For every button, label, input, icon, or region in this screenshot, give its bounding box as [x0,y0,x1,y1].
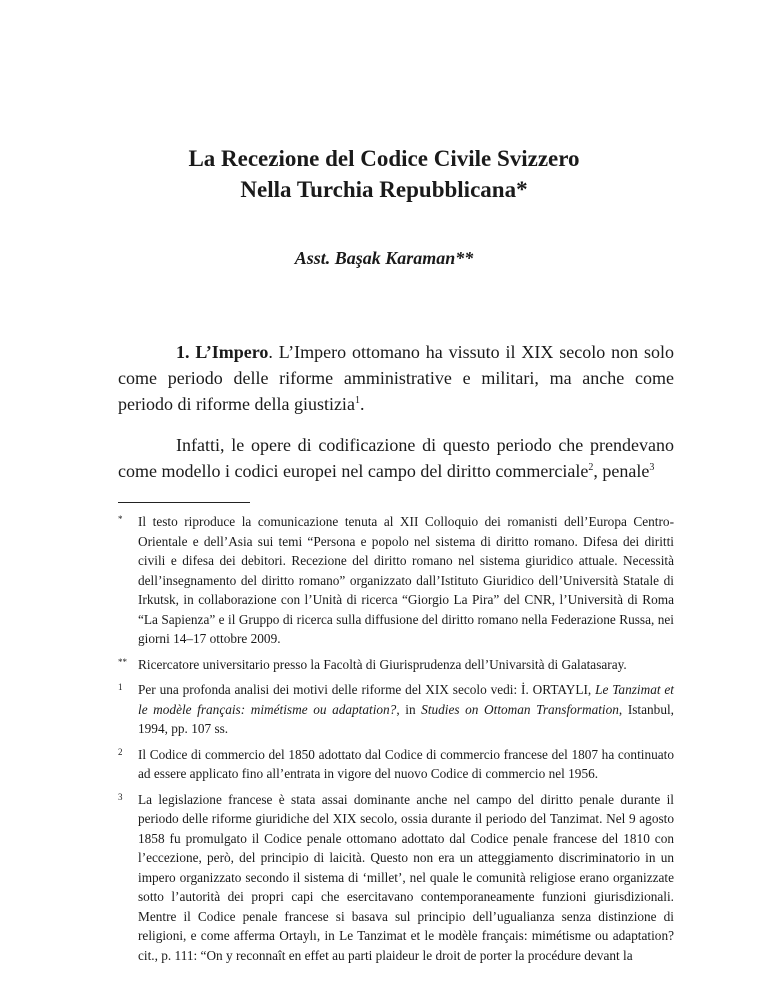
footnote-text: Ricercatore universitario presso la Facoltà di Giurisprudenza dell’Univarsità di Galatasaray. [138,656,627,672]
citation-title: Le Tanzimat et le modèle français: mimétisme ou adaptation? [138,682,674,717]
footnote-mark: 3 [118,791,123,802]
footnote-text: Il testo riproduce la comunicazione tenuta al XII Colloquio dei romanisti dell’Europa Centro-Orientale e dell’Asia sui temi “Persona e popolo nel sistema di diritto romano. Difesa dei diritti civili e difesa dei debitori. Recezione del diritto romano nel sistema giuridico attuale. Necessità dell’insegnamento del diritto romano” organizzato dall’Istituto Giuridico dell’Università Statale di Irkutsk, in collaborazione con l’Unità di ricerca “Giorgio La Pira” del CNR, l’Università di Roma “La Sapienza” e il Gruppo di ricerca sulla diffusione del diritto romano nella Federazione Russa, nei giorni 14–17 ottobre 2009. [138,514,674,646]
footnote-star [118,512,674,649]
footnote-mark: ** [118,656,127,667]
paragraph-2: Infatti, le opere di codificazione di questo periodo che prendevano come modello i codici europei nel campo del diritto commerciale$^2$, penale$^3$ [118,435,674,481]
footnote-1: 1 Per una profonda analisi dei motivi delle riforme del XIX secolo vedi: İ. ORTAYLI, Le Tanzimat et le modèle français: mimétisme ou adaptation?, in Studies on Ottoman Transformation, Istanbul, 1994, pp. 107 ss. [118,682,674,736]
paragraph-2-text: Infatti, le opere di codificazione di questo periodo che prendevano come modello i codici europei nel campo del diritto commerciale [118,435,674,481]
section-heading: 1. L’Impero [176,342,269,362]
author-name: Asst. Başak Karaman** [294,248,474,268]
footnote-ref-1[interactable]: 1 [354,395,360,406]
footnotes [118,512,674,971]
footnote-separator [118,502,250,503]
title-line-1: La Recezione del Codice Civile Svizzero [188,146,580,171]
footnote-ref-2[interactable]: 2 [588,462,594,473]
paragraph-1-text: . L’Impero ottomano ha vissuto il XIX secolo non solo come periodo delle riforme amministrative e militari, ma anche come periodo di riforme della giustizia [118,342,675,414]
footnote-3 [118,790,674,966]
title-footnote-mark: * [516,177,528,202]
citation-book: Studies on Ottoman Transformation [421,701,619,717]
footnote-ref-3[interactable]: 3 [649,462,655,473]
paragraph-1: 1. L’Impero. L’Impero ottomano ha vissuto il XIX secolo non solo come periodo delle riforme amministrative e militari, ma anche come periodo di riforme della giustizia$^1$. [118,342,675,414]
footnote-text: La legislazione francese è stata assai dominante anche nel campo del diritto penale durante il periodo delle riforme giuridiche del XIX secolo, ossia durante il periodo del Tanzimat. Nel 9 agosto 1858 fu promulgato il Codice penale ottomano adottato dal Codice penale francese del 1810 con l’eccezione, però, del principio di laicità. Questo non era un atteggiamento discriminatorio in un impero organizzato secondo il sistema di ‘millet’, nel quale le comunità religiose erano organizzate sotto l’autorità dei propri capi che esercitavano contemporaneamente funzioni giurisdizionali. Mentre il Codice penale francese si basava sul principio dell’ugualianza senza distinzione di religioni, e come afferma Ortaylı, in Le Tanzimat et le modèle français: mimétisme ou adaptation? cit., p. 111: “On y reconnaît en effet au parti plaideur le droit de porter la procédure devant la [138,791,674,963]
footnote-mark: 1 [118,682,123,692]
footnote-text: Il Codice di commercio del 1850 adottato dal Codice di commercio francese del 1807 ha continuato ad essere applicato fino all’entrata in vigore del nuovo Codice di commercio nel 1956. [138,746,674,781]
footnote-mark: 2 [118,746,123,757]
footnote-mark: * [118,514,123,524]
title-line-2: Nella Turchia Repubblicana* [240,177,528,202]
footnote-double-star [118,655,674,675]
footnote-2 [118,745,674,784]
